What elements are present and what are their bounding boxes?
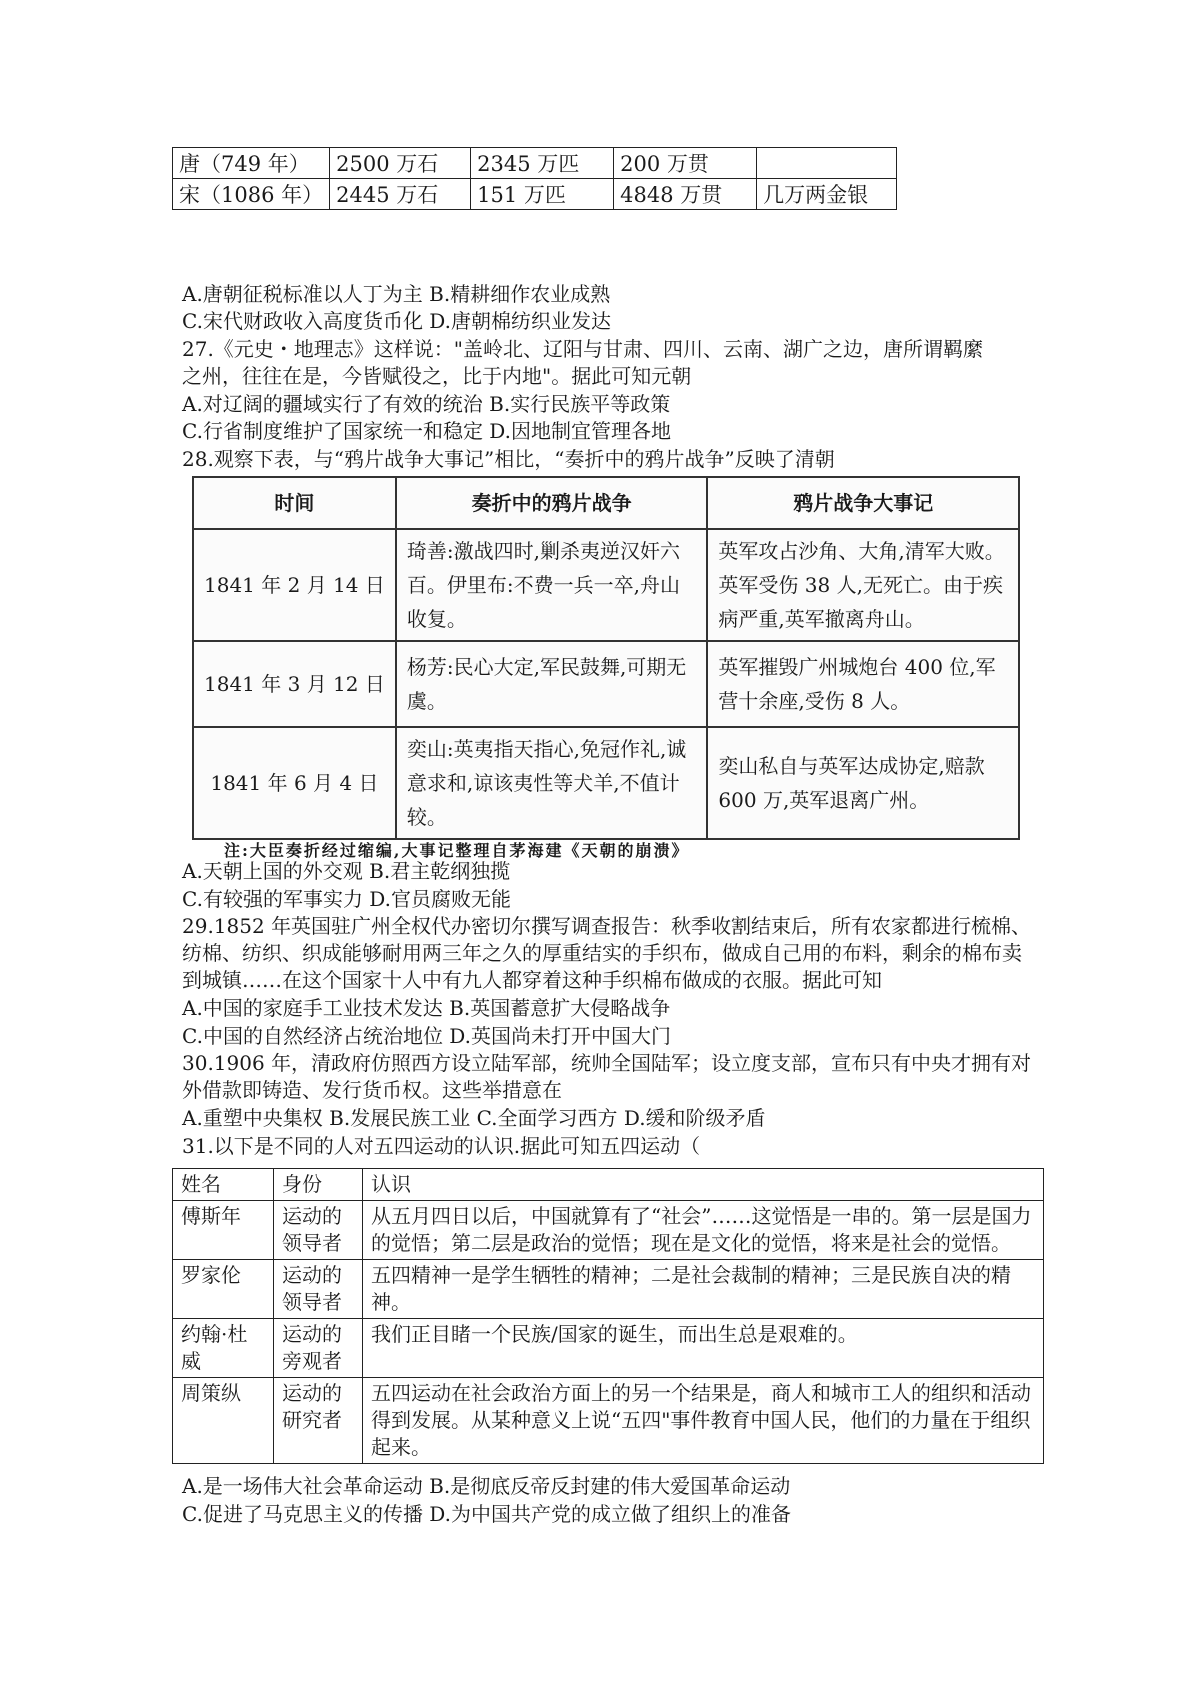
q27-stem-cont: 之州，往往在是，今皆赋役之，比于内地"。据此可知元朝 (182, 364, 692, 388)
table-row (173, 148, 897, 179)
table-cell: 2445 万石 (330, 179, 471, 210)
q26-options-cd: C.宋代财政收入高度货币化 D.唐朝棉纺织业发达 (182, 309, 611, 333)
col-header: 奏折中的鸦片战争 (396, 477, 708, 529)
opium-war-table (192, 476, 1020, 840)
col-header: 鸦片战争大事记 (707, 477, 1019, 529)
q27-options-ab: A.对辽阔的疆域实行了有效的统治 B.实行民族平等政策 (182, 392, 671, 416)
date-cell: 1841 年 6 月 4 日 (193, 727, 396, 839)
q30-stem: 30.1906 年，清政府仿照西方设立陆军部，统帅全国陆军；设立度支部，宣布只有中央才拥有对外借款即铸造、发行货币权。这些举措意在 (182, 1051, 1032, 1102)
col-header: 姓名 (173, 1169, 274, 1201)
table-cell: 2500 万石 (330, 148, 471, 179)
table-header-row (173, 1169, 1044, 1201)
date-cell: 1841 年 3 月 12 日 (193, 641, 396, 727)
role-cell: 运动的领导者 (274, 1260, 363, 1319)
table-cell: 唐（749 年） (173, 148, 330, 179)
table-row (193, 727, 1019, 839)
table-row (173, 1319, 1044, 1378)
q28-options-cd: C.有较强的军事实力 D.官员腐败无能 (182, 887, 511, 911)
q31-options-cd: C.促进了马克思主义的传播 D.为中国共产党的成立做了组织上的准备 (182, 1502, 791, 1526)
event-cell: 英军攻占沙角、大角,清军大败。英军受伤 38 人,无死亡。由于疾病严重,英军撤离舟山。 (707, 529, 1019, 641)
date-cell: 1841 年 2 月 14 日 (193, 529, 396, 641)
col-header: 身份 (274, 1169, 363, 1201)
q27-options-cd: C.行省制度维护了国家统一和稳定 D.因地制宜管理各地 (182, 419, 671, 443)
table-cell: 200 万贯 (614, 148, 757, 179)
table-note: 注:大臣奏折经过缩编,大事记整理自茅海建《天朝的崩溃》 (224, 841, 690, 860)
table-row (173, 1260, 1044, 1319)
may-fourth-table (172, 1168, 1044, 1464)
q31-options-ab: A.是一场伟大社会革命运动 B.是彻底反帝反封建的伟大爱国革命运动 (182, 1474, 791, 1498)
revenue-table (172, 147, 897, 210)
table-cell: 宋（1086 年） (173, 179, 330, 210)
q29-stem: 29.1852 年英国驻广州全权代办密切尔撰写调查报告：秋季收割结束后，所有农家都进行梳棉、纺棉、纺织、织成能够耐用两三年之久的厚重结实的手织布，做成自己用的布料，剩余的棉布卖到城镇……在这个国家十人中有九人都穿着这种手织棉布做成的衣服。据此可知 (182, 914, 1032, 992)
memorial-cell: 杨芳:民心大定,军民鼓舞,可期无虞。 (396, 641, 708, 727)
table-cell: 2345 万匹 (471, 148, 614, 179)
table-header-row (193, 477, 1019, 529)
q26-options-ab: A.唐朝征税标准以人丁为主 B.精耕细作农业成熟 (182, 282, 611, 306)
view-cell: 五四精神一是学生牺牲的精神；二是社会裁制的精神；三是民族自决的精神。 (363, 1260, 1044, 1319)
table-cell: 几万两金银 (757, 179, 897, 210)
col-header: 认识 (363, 1169, 1044, 1201)
q27-stem: 27.《元史・地理志》这样说："盖岭北、辽阳与甘肃、四川、云南、湖广之边，唐所谓羁縻 (182, 337, 984, 361)
table-row (193, 641, 1019, 727)
name-cell: 罗家伦 (173, 1260, 274, 1319)
q30-options: A.重塑中央集权 B.发展民族工业 C.全面学习西方 D.缓和阶级矛盾 (182, 1106, 766, 1130)
table-row (173, 179, 897, 210)
event-cell: 奕山私自与英军达成协定,赔款 600 万,英军退离广州。 (707, 727, 1019, 839)
view-cell: 五四运动在社会政治方面上的另一个结果是，商人和城市工人的组织和活动得到发展。从某种意义上说“五四"事件教育中国人民，他们的力量在于组织起来。 (363, 1378, 1044, 1464)
col-header: 时间 (193, 477, 396, 529)
view-cell: 我们正目睹一个民族/国家的诞生，而出生总是艰难的。 (363, 1319, 1044, 1378)
name-cell: 傅斯年 (173, 1201, 274, 1260)
q31-stem: 31.以下是不同的人对五四运动的认识.据此可知五四运动（ (182, 1134, 701, 1158)
event-cell: 英军摧毁广州城炮台 400 位,军营十余座,受伤 8 人。 (707, 641, 1019, 727)
q29-options-cd: C.中国的自然经济占统治地位 D.英国尚未打开中国大门 (182, 1024, 671, 1048)
view-cell: 从五月四日以后，中国就算有了“社会”……这觉悟是一串的。第一层是国力的觉悟；第二层是政治的觉悟；现在是文化的觉悟，将来是社会的觉悟。 (363, 1201, 1044, 1260)
role-cell: 运动的旁观者 (274, 1319, 363, 1378)
table-cell (757, 148, 897, 179)
name-cell: 周策纵 (173, 1378, 274, 1464)
table-cell: 151 万匹 (471, 179, 614, 210)
q28-stem: 28.观察下表，与“鸦片战争大事记”相比，“奏折中的鸦片战争”反映了清朝 (182, 447, 835, 471)
role-cell: 运动的研究者 (274, 1378, 363, 1464)
memorial-cell: 琦善:激战四时,剿杀夷逆汉奸六百。伊里布:不费一兵一卒,舟山收复。 (396, 529, 708, 641)
table-row (173, 1201, 1044, 1260)
role-cell: 运动的领导者 (274, 1201, 363, 1260)
table-cell: 4848 万贯 (614, 179, 757, 210)
table-row (173, 1378, 1044, 1464)
name-cell: 约翰·杜威 (173, 1319, 274, 1378)
q29-options-ab: A.中国的家庭手工业技术发达 B.英国蓄意扩大侵略战争 (182, 996, 671, 1020)
q28-options-ab: A.天朝上国的外交观 B.君主乾纲独揽 (182, 859, 511, 883)
table-row (193, 529, 1019, 641)
memorial-cell: 奕山:英夷指天指心,免冠作礼,诚意求和,谅该夷性等犬羊,不值计较。 (396, 727, 708, 839)
